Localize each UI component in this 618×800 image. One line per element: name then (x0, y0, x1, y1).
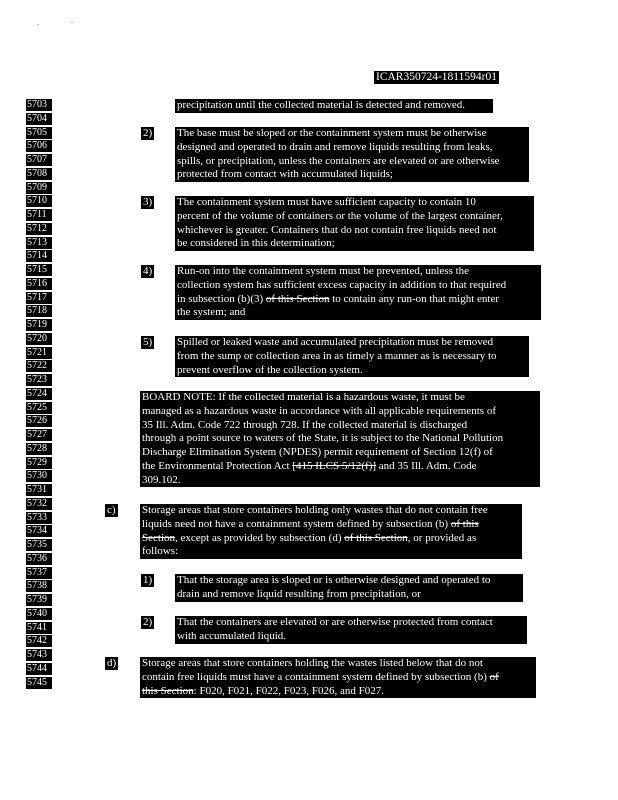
section-c-label: c) (107, 504, 116, 516)
continuation-line: precipitation until the collected material is detected and removed. (175, 99, 493, 113)
text-span: the Environmental Protection Act (142, 459, 290, 472)
line-number: 5733 (26, 512, 52, 524)
deleted-text: of this Section (344, 531, 408, 544)
line-number: 5741 (26, 622, 52, 634)
item-5-text: Spilled or leaked waste and accumulated precipitation must be removed from the sump or collection area in as timely a manner as is necessary to prevent overflow of the collection system. (175, 336, 529, 377)
item-4-label: 4) (143, 265, 153, 277)
board-note: BOARD NOTE: If the collected material is a hazardous waste, it must be managed as a hazardous waste in accordance with all applicable requirements of 35 Ill. Adm. Code 722 through 728. If the collected material is discharged through a point source to waters of the State, it is subject to the National Pollution Discharge Elimination System (NPDES) permit requirement of Section 12(f) of the Environmental Protection Act [415 ILCS 5/12(f)] and 35 Ill. Adm. Code 309.102. (140, 391, 540, 487)
line-number: 5726 (26, 415, 52, 427)
line-number: 5711 (26, 209, 52, 221)
line-number: 5714 (26, 250, 52, 262)
line-number: 5736 (26, 553, 52, 565)
line-number: 5716 (26, 278, 52, 290)
line-number: 5723 (26, 374, 52, 386)
line-number: 5722 (26, 360, 52, 372)
line-number: 5744 (26, 663, 52, 675)
line-number: 5727 (26, 429, 52, 441)
deleted-text: of (489, 670, 499, 683)
line-number: 5743 (26, 649, 52, 661)
line-number: 5703 (26, 99, 52, 111)
text-span: liquids need not have a containment system defined by subsection (b) (142, 517, 449, 530)
item-2-text: The base must be sloped or the containment system must be otherwise designed and operated to drain and remove liquids resulting from leaks, spills, or precipitation, unless the containers are elevated or are otherwise protected from contact with accumulated liquids; (175, 127, 529, 182)
line-number: 5718 (26, 305, 52, 317)
deleted-text: [415 ILCS 5/12(f)] (292, 459, 377, 472)
item-3-label: 3) (143, 196, 153, 208)
line-number: 5737 (26, 567, 52, 579)
line-number: 5719 (26, 319, 52, 331)
text-span: and 35 Ill. Adm. Code (378, 459, 477, 472)
line-number: 5735 (26, 539, 52, 551)
line-number: 5720 (26, 333, 52, 345)
item-4-text: Run-on into the containment system must be prevented, unless the collection system has sufficient excess capacity in addition to that required in subsection (b)(3) of this Section to contain any run-on that might enter the system; and (175, 265, 541, 320)
line-number: 5740 (26, 608, 52, 620)
text-span: , or provided as (407, 531, 477, 544)
line-number: 5707 (26, 154, 52, 166)
line-number: 5705 (26, 127, 52, 139)
line-number: 5704 (26, 113, 52, 125)
line-number: 5709 (26, 182, 52, 194)
line-number: 5739 (26, 594, 52, 606)
line-number: 5734 (26, 525, 52, 537)
line-number: 5710 (26, 195, 52, 207)
deleted-text: this Section (142, 684, 194, 697)
line-number: 5706 (26, 140, 52, 152)
line-number: 5742 (26, 635, 52, 647)
line-number: 5708 (26, 168, 52, 180)
line-number: 5712 (26, 223, 52, 235)
text-span: : F020, F021, F022, F023, F026, and F027. (193, 684, 385, 697)
line-number: 5721 (26, 347, 52, 359)
line-number: 5732 (26, 498, 52, 510)
item-2-label: 2) (143, 127, 153, 139)
item-c2-label: 2) (143, 616, 153, 628)
text-span: , except as provided by subsection (d) (175, 531, 342, 544)
document-id: ICAR350724-1811594r01 (376, 71, 497, 83)
scan-speck (71, 22, 73, 23)
text-span: in subsection (b)(3) (177, 292, 264, 305)
line-number: 5715 (26, 264, 52, 276)
text-span: contain free liquids must have a containment system defined by subsection (b) (142, 670, 487, 683)
line-number: 5724 (26, 388, 52, 400)
line-number: 5728 (26, 443, 52, 455)
line-number: 5729 (26, 457, 52, 469)
scan-speck (37, 24, 39, 25)
line-number: 5745 (26, 677, 52, 689)
deleted-text: Section (142, 531, 175, 544)
text-span: to contain any run-on that might enter (332, 292, 500, 305)
line-number: 5713 (26, 237, 52, 249)
item-c1-label: 1) (143, 574, 153, 586)
section-d-text: Storage areas that store containers holding the wastes listed below that do not contain free liquids must have a containment system defined by subsection (b) of this Section: F020, F021, F022, F023, F026, and F027. (140, 657, 536, 698)
section-d-label: d) (107, 657, 117, 669)
section-c-text: Storage areas that store containers holding only wastes that do not contain free liquids need not have a containment system defined by subsection (b) of this Section, except as provided by subsection (d) of this Section, or provided as follows: (140, 504, 522, 559)
item-5-label: 5) (143, 336, 153, 348)
deleted-text: of this (450, 517, 479, 530)
line-number: 5738 (26, 580, 52, 592)
item-c1-text: That the storage area is sloped or is otherwise designed and operated to drain and remove liquid resulting from precipitation, or (175, 574, 523, 602)
line-number: 5731 (26, 484, 52, 496)
line-number: 5717 (26, 292, 52, 304)
deleted-text: of this Section (265, 292, 330, 305)
line-number: 5730 (26, 470, 52, 482)
line-number: 5725 (26, 402, 52, 414)
item-c2-text: That the containers are elevated or are otherwise protected from contact with accumulated liquid. (175, 616, 527, 644)
item-3-text: The containment system must have sufficient capacity to contain 10 percent of the volume of containers or the volume of the largest container, whichever is greater. Containers that do not contain free liquids need not be considered in this determination; (175, 196, 534, 251)
